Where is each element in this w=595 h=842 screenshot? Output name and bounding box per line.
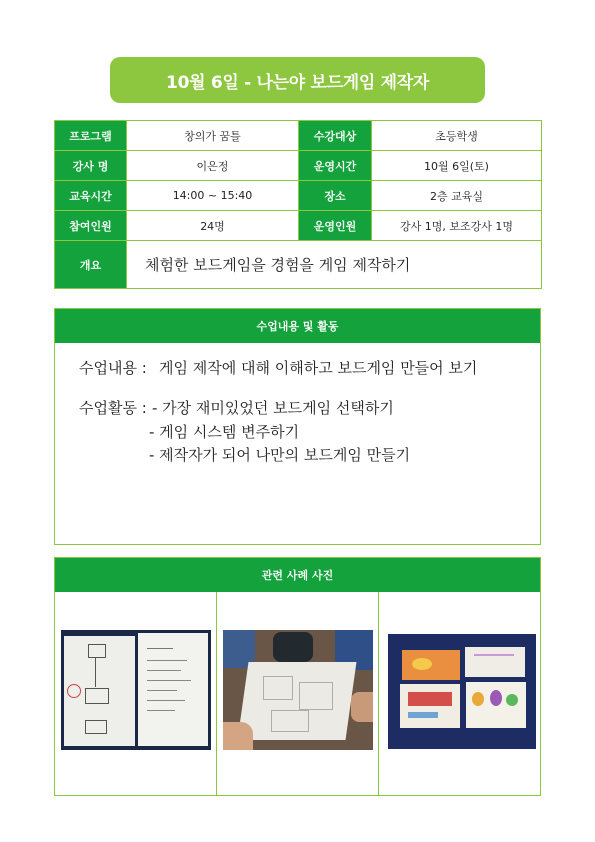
photos-heading: 관련 사례 사진 [55,558,540,592]
page-title: 10월 6일 - 나는야 보드게임 제작자 [110,57,485,103]
activity-section [54,308,541,545]
place-value: 2층 교육실 [372,181,542,211]
class-time-label: 교육시간 [55,181,127,211]
summary-value: 체험한 보드게임을 경험을 게임 제작하기 [127,241,542,289]
program-label: 프로그램 [55,121,127,151]
game-boxes-photo [388,634,536,749]
photo-row [55,592,540,795]
place-label: 장소 [299,181,372,211]
photo-cell [379,592,540,795]
op-time-label: 운영시간 [299,151,372,181]
table-row [55,241,542,289]
table-row [55,151,542,181]
instructor-label: 강사 명 [55,151,127,181]
participants-value: 24명 [127,211,299,241]
content-label: 수업내용 : [79,359,147,377]
activity-item: - 게임 시스템 변주하기 [149,423,300,441]
participants-label: 참여인원 [55,211,127,241]
flowchart-photo [61,630,211,750]
summary-label: 개요 [55,241,127,289]
photo-cell [55,592,217,795]
op-time-value: 10월 6일(토) [372,151,542,181]
audience-label: 수강대상 [299,121,372,151]
photo-cell [217,592,379,795]
program-info-table [54,120,542,289]
table-row [55,121,542,151]
program-value: 창의가 꿈틀 [127,121,299,151]
instructor-value: 이은정 [127,151,299,181]
content-text: 게임 제작에 대해 이해하고 보드게임 만들어 보기 [159,359,478,377]
activity-item: - 가장 재미있었던 보드게임 선택하기 [152,399,394,417]
staff-value: 강사 1명, 보조강사 1명 [372,211,542,241]
class-time-value: 14:00 ~ 15:40 [127,181,299,211]
audience-value: 초등학생 [372,121,542,151]
activities-label: 수업활동 : [79,399,147,417]
table-row [55,211,542,241]
activity-heading: 수업내용 및 활동 [55,309,540,343]
table-row [55,181,542,211]
photos-section [54,557,541,796]
students-photo [223,630,373,750]
activity-item: - 제작자가 되어 나만의 보드게임 만들기 [149,446,411,464]
staff-label: 운영인원 [299,211,372,241]
